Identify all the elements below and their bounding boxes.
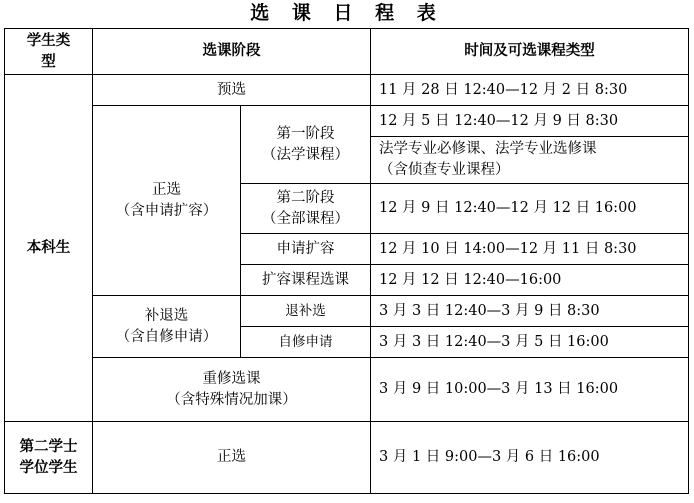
stage-retake: 重修选课 （含特殊情况加课） (93, 358, 371, 422)
time-retake: 3 月 9 日 10:00—3 月 13 日 16:00 (371, 358, 689, 422)
stage-phase1: 第一阶段 （法学课程） (241, 106, 371, 184)
header-row (5, 29, 689, 75)
page-title: 选 课 日 程 表 (250, 2, 444, 24)
time-second-degree: 3 月 1 日 9:00—3 月 6 日 16:00 (371, 422, 689, 494)
schedule-table (4, 28, 689, 494)
courses-phase1: 法学专业必修课、法学专业选修课 （含侦查专业课程） (371, 137, 689, 184)
header-student-type: 学生类 型 (5, 29, 93, 75)
stage-pre: 预选 (93, 75, 371, 106)
row-withdraw (5, 296, 689, 327)
stage-formal: 正选 （含申请扩容） (93, 106, 241, 296)
time-pre: 11 月 28 日 12:40—12 月 2 日 8:30 (371, 75, 689, 106)
time-expand: 12 月 10 日 14:00—12 月 11 日 8:30 (371, 234, 689, 265)
time-self-study: 3 月 3 日 12:40—3 月 5 日 16:00 (371, 327, 689, 358)
second-degree-label: 第二学士 学位学生 (5, 422, 93, 494)
row-phase1-time (5, 106, 689, 137)
stage-withdraw: 退补选 (241, 296, 371, 327)
undergrad-label: 本科生 (5, 75, 93, 422)
stage-expand-select: 扩容课程选课 (241, 265, 371, 296)
stage-expand: 申请扩容 (241, 234, 371, 265)
row-retake (5, 358, 689, 422)
stage-self-study: 自修申请 (241, 327, 371, 358)
row-second-degree (5, 422, 689, 494)
header-time: 时间及可选课程类型 (371, 29, 689, 75)
stage-phase2: 第二阶段 （全部课程） (241, 184, 371, 234)
time-phase1: 12 月 5 日 12:40—12 月 9 日 8:30 (371, 106, 689, 137)
time-withdraw: 3 月 3 日 12:40—3 月 9 日 8:30 (371, 296, 689, 327)
header-stage: 选课阶段 (93, 29, 371, 75)
row-pre-selection (5, 75, 689, 106)
stage-second-degree: 正选 (93, 422, 371, 494)
time-phase2: 12 月 9 日 12:40—12 月 12 日 16:00 (371, 184, 689, 234)
stage-supp: 补退选 （含自修申请） (93, 296, 241, 358)
time-expand-select: 12 月 12 日 12:40—16:00 (371, 265, 689, 296)
